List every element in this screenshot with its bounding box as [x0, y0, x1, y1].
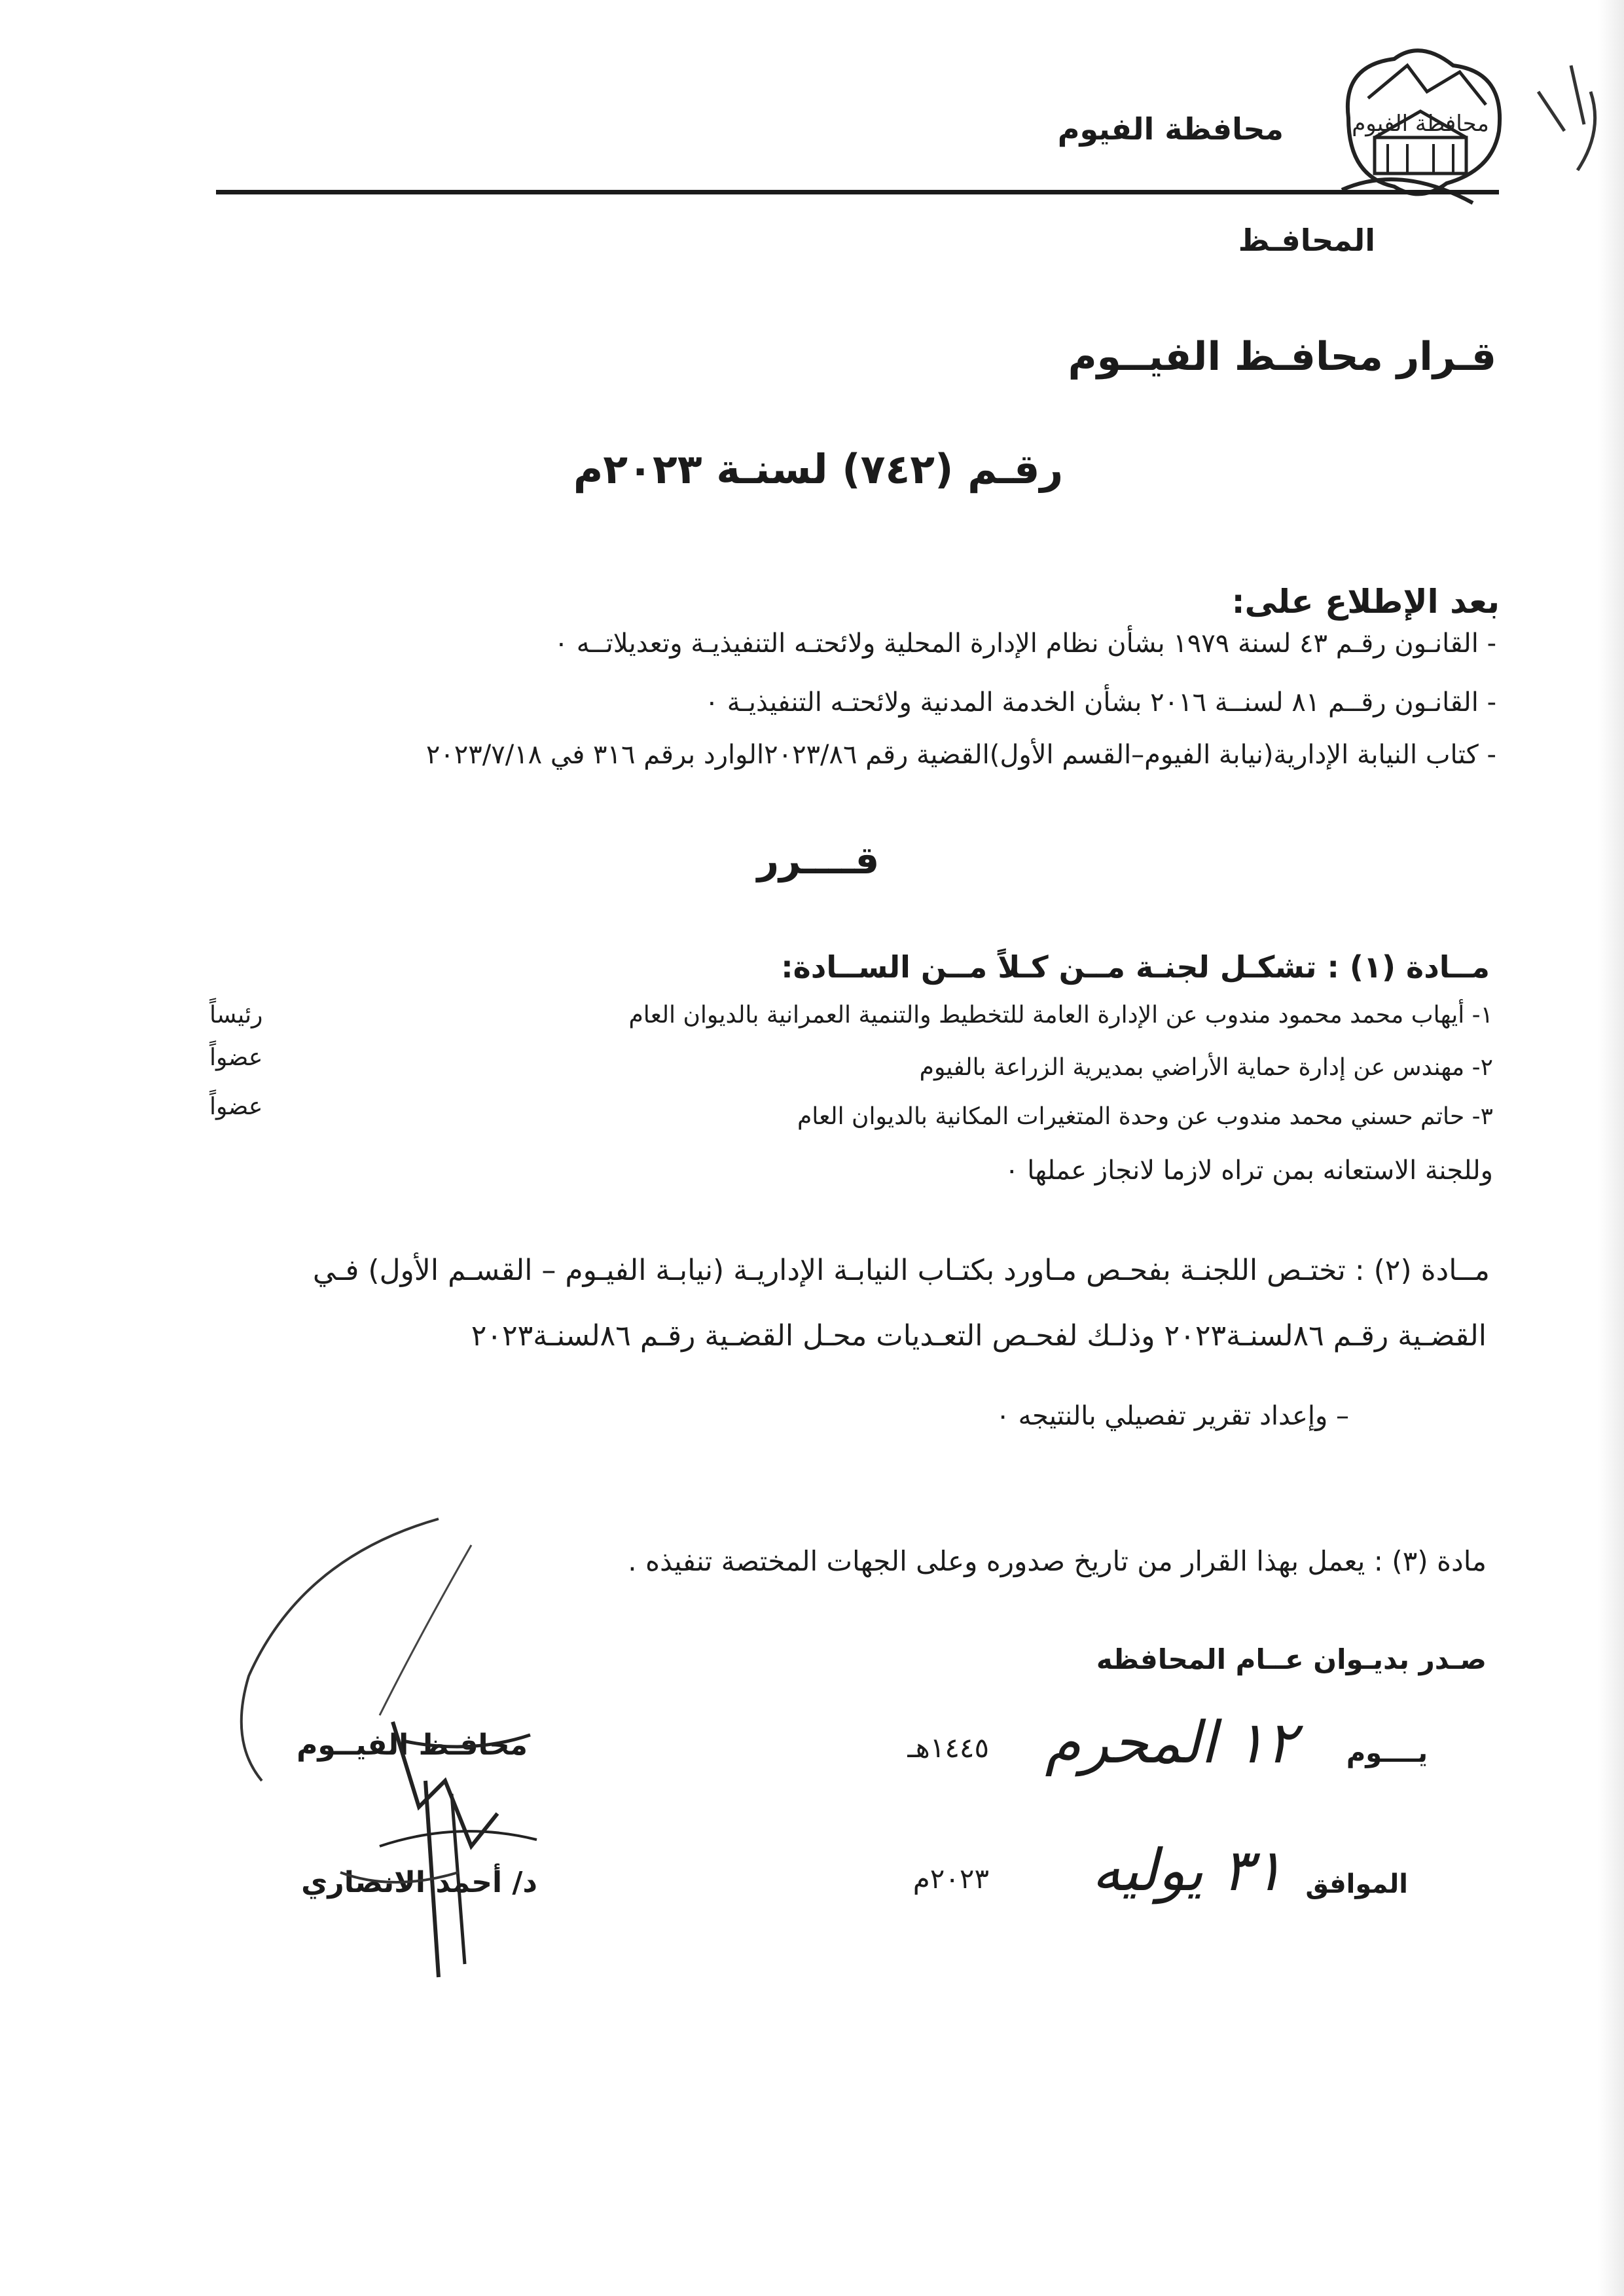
article-1-heading: مــادة (١) : تشكـل لجنـة مــن كـلاً مــن الســادة:: [781, 949, 1490, 985]
article-1-member-2-role: عضواً: [209, 1044, 263, 1071]
hijri-day-handwritten: ١٢ المحرم: [1045, 1709, 1297, 1776]
signature-title: محافـظ الفيــوم: [297, 1728, 528, 1762]
office-title: المحافـظ: [1238, 223, 1375, 258]
header-rule: [216, 190, 1499, 194]
article-1-member-1: ١- أيهاب محمد محمود مندوب عن الإدارة العامة للتخطيط والتنمية العمرانية بالديوان العام: [628, 1002, 1493, 1029]
governorate-name: محافظة الفيوم: [1057, 111, 1284, 147]
corner-mark-icon: [1525, 52, 1617, 183]
hijri-year: ١٤٤٥هـ: [907, 1732, 989, 1764]
emblem-lettering: محافظة الفيوم: [1352, 111, 1489, 137]
article-1-member-2: ٢- مهندس عن إدارة حماية الأراضي بمديرية الزراعة بالفيوم: [919, 1054, 1493, 1081]
article-1-member-3: ٣- حاتم حسني محمد مندوب عن وحدة المتغيرات المكانية بالديوان العام: [797, 1103, 1493, 1130]
governorate-emblem-icon: [1322, 39, 1519, 210]
preamble-item-1: - القانـون رقـم ٤٣ لسنة ١٩٧٩ بشأن نظام الإدارة المحلية ولائحتـه التنفيذيـة وتعديلاتــه ٠: [554, 629, 1496, 659]
gregorian-day-handwritten: ٣١ يوليه: [1091, 1836, 1284, 1904]
day-label: يــــوم: [1346, 1738, 1428, 1768]
article-1-member-1-role: رئيساً: [209, 1002, 263, 1029]
preamble-item-3: - كتاب النيابة الإدارية(نيابة الفيوم–القسم الأول)القضية رقم ٢٠٢٣/٨٦الوارد برقم ٣١٦ في ٢٠٢٣/٧/١٨: [425, 740, 1496, 770]
preamble-heading: بعد الإطلاع على:: [1231, 583, 1500, 621]
issued-line: صـدر بديـوان عــام المحافظه: [1096, 1643, 1487, 1675]
gregorian-year: ٢٠٢٣م: [912, 1863, 989, 1895]
decides-heading: قــــرر: [757, 838, 880, 883]
signature-name: د/ أحمد الانصاري: [301, 1866, 537, 1899]
article-2-line-2: القضـية رقـم ٨٦لسنـة٢٠٢٣ وذلـك لفحـص التعـديات محـل القضـية رقـم ٨٦لسنـة٢٠٢٣: [471, 1319, 1487, 1353]
decision-number: رقـم (٧٤٢) لسنـة ٢٠٢٣م: [573, 445, 1064, 493]
article-1-member-3-role: عضواً: [209, 1093, 263, 1120]
preamble-item-2: - القانـون رقــم ٨١ لسنــة ٢٠١٦ بشأن الخدمة المدنية ولائحتـه التنفيذيـة ٠: [704, 687, 1496, 718]
article-3: مادة (٣) : يعمل بهذا القرار من تاريخ صدوره وعلى الجهات المختصة تنفيذه .: [628, 1545, 1487, 1577]
scan-edge-shadow: [1598, 0, 1624, 2296]
article-2-line-1: مــادة (٢) : تختـص اللجنـة بفحـص مـاورد بكتـاب النيابـة الإداريـة (نيابـة الفيـوم – القسـم الأول) فـي: [312, 1254, 1490, 1287]
agree-label: الموافق: [1305, 1869, 1408, 1899]
decision-title: قـرار محافـظ الفيــوم: [1068, 334, 1496, 380]
handwritten-signature-icon: [223, 1506, 746, 1997]
article-1-closing: وللجنة الاستعانه بمن تراه لازما لانجاز عملها ٠: [1005, 1156, 1493, 1186]
article-2-line-3: – وإعداد تقرير تفصيلي بالنتيجه ٠: [996, 1401, 1349, 1431]
